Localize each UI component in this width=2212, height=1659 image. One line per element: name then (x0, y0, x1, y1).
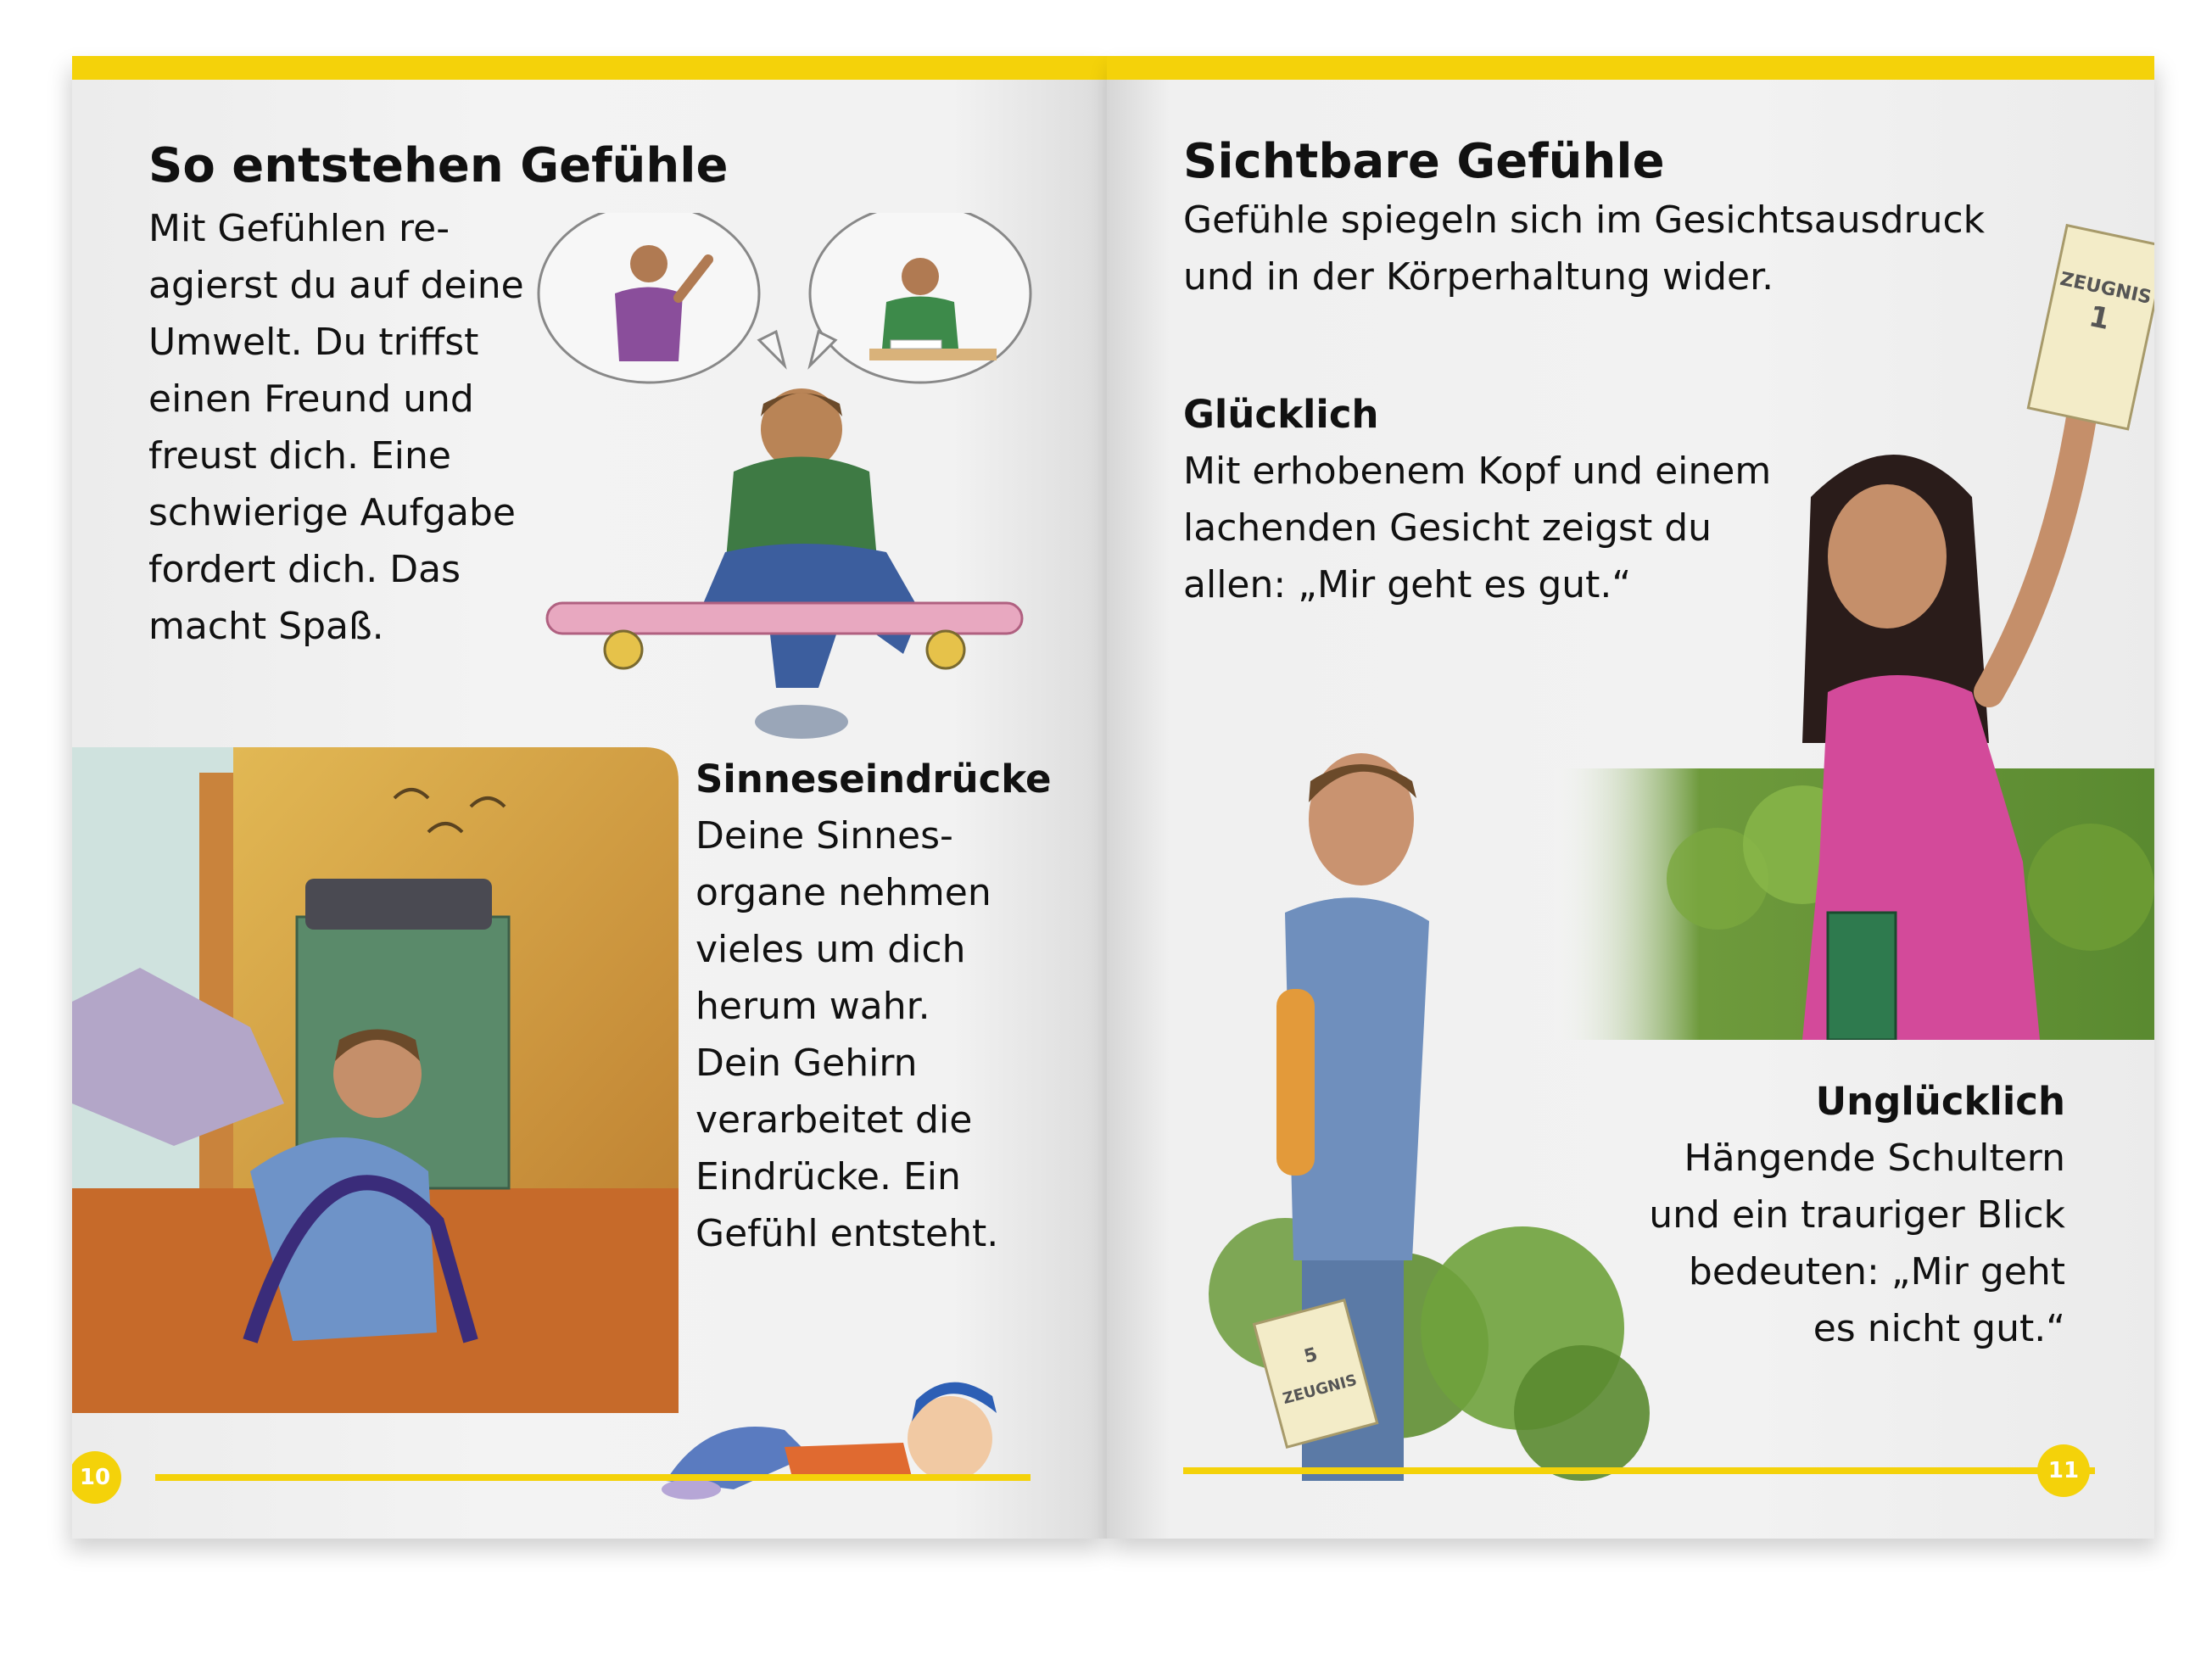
certificate-grade: 5 (1301, 1343, 1321, 1368)
boy-on-skateboard-illustration (530, 213, 1073, 790)
text-line: einen Freund und (148, 377, 474, 421)
certificate-title: ZEUGNIS (1281, 1371, 1360, 1409)
text-line: vieles um dich (695, 928, 966, 971)
text-line: verarbeitet die (695, 1098, 973, 1142)
page-number-badge: 10 (72, 1451, 121, 1504)
text-line: Hängende Schultern (1684, 1137, 2065, 1180)
right-page (1107, 56, 2154, 1539)
top-accent-bar (72, 56, 1107, 80)
text-line: macht Spaß. (148, 605, 384, 648)
text-line: Mit Gefühlen re- (148, 207, 450, 250)
text-line: agierst du auf deine (148, 264, 524, 307)
text-line: schwierige Aufgabe (148, 491, 516, 534)
ungluecklich-block (1649, 1074, 2065, 1357)
text-line: herum wahr. (695, 985, 930, 1028)
right-title-block (1183, 132, 1665, 192)
sad-boy-with-certificate-illustration (1183, 751, 1658, 1481)
footer-accent-line (155, 1474, 1031, 1481)
text-line: Dein Gehirn (695, 1042, 918, 1085)
text-line: fordert dich. Das (148, 548, 461, 591)
text-line: allen: „Mir geht es gut.“ (1183, 563, 1632, 606)
text-line: Mit erhobenem Kopf und einem (1183, 450, 1772, 493)
text-line: freust dich. Eine (148, 434, 451, 478)
text-line: bedeuten: „Mir geht (1688, 1250, 2065, 1293)
text-line: Deine Sinnes- (695, 814, 953, 857)
left-page-title: So entstehen Gefühle (148, 138, 729, 193)
text-line: und in der Körperhaltung wider. (1183, 255, 1774, 299)
boy-lying-down-illustration (657, 1362, 1031, 1502)
section-heading: Unglücklich (1815, 1079, 2065, 1124)
top-accent-bar (1107, 56, 2154, 80)
page-number-badge: 11 (2037, 1444, 2090, 1497)
certificate-title: ZEUGNIS (2058, 268, 2153, 309)
text-line: Umwelt. Du triffst (148, 321, 479, 364)
text-line: und ein trauriger Blick (1649, 1193, 2065, 1237)
section-heading: Sinneseindrücke (695, 757, 1052, 802)
text-line: Gefühle spiegeln sich im Gesichtsausdruck (1183, 198, 1986, 242)
text-line: es nicht gut.“ (1813, 1307, 2065, 1350)
footer-accent-line (1183, 1467, 2095, 1474)
certificate-grade: 1 (2086, 299, 2113, 338)
section-heading: Glücklich (1183, 392, 1379, 437)
text-line: Eindrücke. Ein (695, 1155, 961, 1198)
text-line: Gefühl entsteht. (695, 1212, 999, 1255)
text-line: organe nehmen (695, 871, 991, 914)
text-line: lachenden Gesicht zeigst du (1183, 506, 1712, 550)
left-title-block (148, 137, 728, 196)
left-page (72, 56, 1107, 1539)
left-intro-text (148, 200, 524, 655)
sinneseindruecke-block (695, 751, 1052, 1262)
right-page-title: Sichtbare Gefühle (1183, 134, 1665, 189)
boy-listening-music-illustration (72, 747, 679, 1413)
